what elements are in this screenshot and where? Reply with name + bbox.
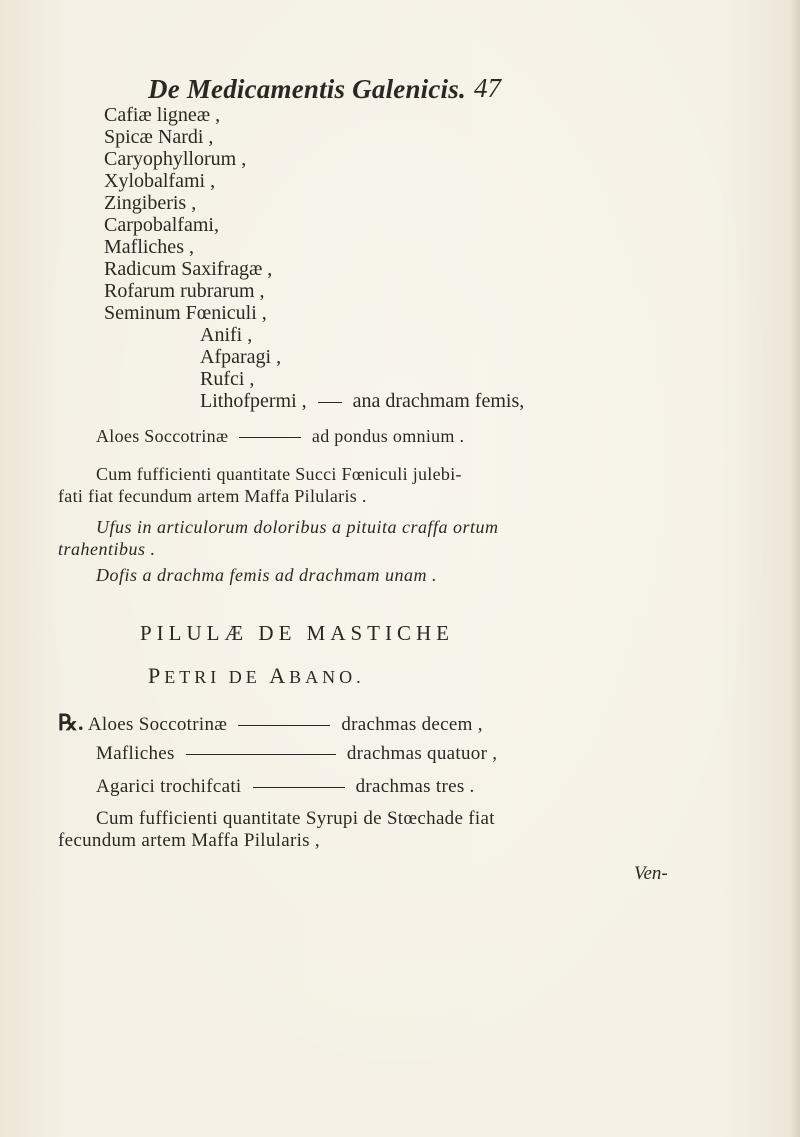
ingredient-line: Radicum Saxifragæ ,: [104, 258, 273, 280]
litho-line: [200, 390, 524, 412]
recipe-row: [96, 743, 497, 765]
seed-line: Afparagi ,: [200, 346, 282, 368]
recipe-ingredient: Mafliches: [96, 743, 175, 764]
page-edge-shadow: [790, 0, 800, 1137]
litho-name: Lithofpermi ,: [200, 390, 307, 412]
aloes-dose: ad pondus omnium .: [311, 426, 465, 446]
recipe-row: [58, 710, 483, 736]
dash-rule: [239, 437, 301, 438]
section-author: PETRI DE ABANO.: [148, 663, 365, 688]
dash-rule: [318, 402, 342, 403]
seed-line: Rufci ,: [200, 368, 255, 390]
aloes-name: Aloes Soccotrinæ: [96, 426, 229, 446]
ingredient-line: Zingiberis ,: [104, 192, 197, 214]
cum-paragraph-2-line: fecundum artem Maffa Pilularis ,: [58, 830, 320, 851]
usus-line: Ufus in articulorum doloribus a pituita craffa ortum: [96, 517, 499, 537]
dash-rule: [238, 725, 330, 726]
dosis-line: Dofis a drachma femis ad drachmam unam .: [96, 565, 437, 585]
ingredient-line: Carpobalfami,: [104, 214, 219, 236]
recipe-row: [96, 776, 475, 798]
recipe-ingredient: Agarici trochifcati: [96, 776, 242, 797]
ingredient-line: Seminum Fœniculi ,: [104, 302, 267, 324]
recipe-ingredient: Aloes Soccotrinæ: [87, 714, 228, 735]
dash-rule: [186, 754, 336, 755]
section-title: PILULÆ DE MASTICHE: [140, 621, 454, 645]
ingredient-line: Cafiæ ligneæ ,: [104, 104, 221, 126]
ingredient-line: Caryophyllorum ,: [104, 148, 247, 170]
catchword: Ven-: [634, 863, 668, 884]
recipe-dose: drachmas tres .: [355, 776, 475, 797]
dash-rule: [253, 787, 345, 788]
litho-dose: ana drachmam femis,: [352, 390, 525, 412]
cum-paragraph-line: Cum fufficienti quantitate Succi Fœniculi julebi-: [96, 464, 462, 484]
cum-paragraph-line: fati fiat fecundum artem Maffa Pilularis .: [58, 486, 367, 506]
ingredient-line: Spicæ Nardi ,: [104, 126, 214, 148]
running-title: De Medicamentis Galenicis.: [148, 74, 466, 104]
usus-line: trahentibus .: [58, 539, 156, 559]
page-number: 47: [474, 73, 501, 103]
ingredient-line: Rofarum rubrarum ,: [104, 280, 265, 302]
aloes-line: [96, 426, 464, 447]
recipe-dose: drachmas quatuor ,: [346, 743, 498, 764]
ingredient-line: Xylobalfami ,: [104, 170, 216, 192]
seed-line: Anifi ,: [200, 324, 253, 346]
cum-paragraph-2-line: Cum fufficienti quantitate Syrupi de Stœchade fiat: [96, 808, 495, 829]
ingredient-line: Mafliches ,: [104, 236, 194, 258]
recipe-dose: drachmas decem ,: [341, 714, 483, 735]
recipe-symbol: ℞.: [58, 710, 84, 735]
